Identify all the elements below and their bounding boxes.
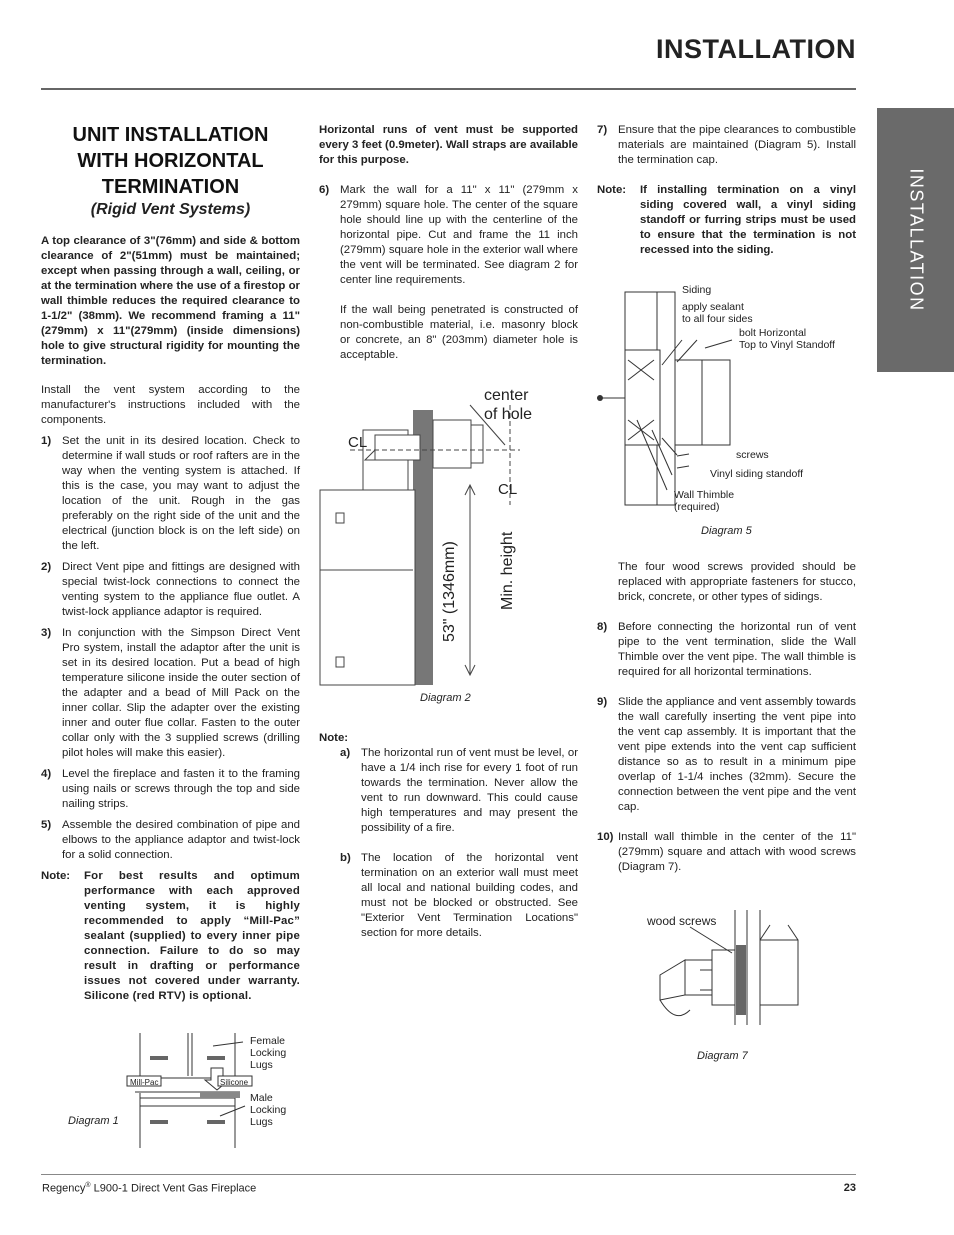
siding-label: Siding [682,284,712,296]
step-text: Level the fireplace and fasten it to the framing using nails or screws through the top and side nailing strips. [62,768,300,810]
step-number: 10) [597,831,614,843]
vinyl-siding-note [597,183,856,258]
diagram-5-caption: Diagram 5 [701,525,752,537]
wall-thimble-label: Wall Thimble (required) [674,489,735,513]
male-lugs-label: Male Locking Lugs [250,1092,287,1128]
page-number: 23 [843,1182,856,1194]
step-text: Ensure that the pipe clearances to combustible materials are maintained (Diagram 5). Install the termination cap. [618,124,856,166]
column-1 [41,122,300,1004]
step-4 [41,767,300,812]
step-10 [597,830,856,875]
center-of-hole-label: center of hole [484,387,533,423]
note-number: a) [340,747,351,759]
step-number: 5) [41,819,52,831]
step-text: Install wall thimble in the center of the 11" (279mm) square and attach with wood screws (Diagram 7). [618,831,856,873]
step-text: Mark the wall for a 11" x 11" (279mm x 279mm) square hole. The center of the square hole should line up with the centerline of the horizontal pipe. Cut and frame the 11 inch (279mm) square hole in the exterior wall where the vent will be terminated. See diagram 2 for center line requirements. [340,184,578,286]
step-6-paragraph-2: If the wall being penetrated is constructed of non-combustible material, i.e. masonry block or concrete, an 8" (203mm) diameter hole is acceptable. [340,304,578,361]
note-label: Note: [41,870,71,882]
section-title-line: WITH HORIZONTAL [77,150,264,172]
footer-brand: Regency [42,1182,86,1195]
step-3 [41,626,300,761]
step-7 [597,123,856,168]
section-side-tab [877,108,954,372]
side-tab-label: INSTALLATION [906,168,926,312]
registered-mark: ® [85,1182,91,1189]
intro-paragraph: Install the vent system according to the manufacturer's instructions included with the components. [41,384,300,426]
section-title-line: TERMINATION [101,176,240,198]
bolt-label: bolt Horizontal Top to Vinyl Standoff [739,327,835,351]
wood-screws-label: wood screws [647,914,717,928]
step-number: 7) [597,124,608,136]
section-subtitle: (Rigid Vent Systems) [90,201,251,218]
step-text: Direct Vent pipe and fittings are designed with special twist-lock connections to connect the venting system to the appliance flue outlet. A twist-lock appliance adaptor is required. [62,561,300,618]
mill-pac-label: Mill-Pac [130,1078,159,1087]
column-2-notes [319,731,578,941]
footer-product [42,1182,256,1195]
step-text: Assemble the desired combination of pipe and elbows to the appliance adaptor and twist-lock for a solid connection. [62,819,300,861]
note-text: The horizontal run of vent must be level, or have a 1/4 inch rise for every 1 foot of run towards the termination. Never allow the vent to run downward. This could cause high temperatures and may present the possibility of a fire. [361,747,578,834]
step-text: Before connecting the horizontal run of vent pipe to the vent termination, slide the Wall Thimble over the vent pipe. The wall thimble is required for all horizontal terminations. [618,621,856,678]
step-text: In conjunction with the Simpson Direct Vent Pro system, install the adaptor after the unit is set in its desired location. Put a bead of high temperature silicone inside the outer section of the adapter and a bead of Mill Pack on the inner collar. Slip the adapter over the existing inner and outer flue collar. Fasten to the outer collar only with the 3 supplied screws (drilling pilot holes will make this easier). [62,627,300,759]
diagram-2-caption: Diagram 2 [420,692,471,704]
height-label: 53" (1346mm) [441,541,458,642]
vinyl-standoff-label: Vinyl siding standoff [710,468,804,480]
note-text: If installing termination on a vinyl siding covered wall, a vinyl siding standoff or furring strips must be used to ensure that the termination is not recessed into the siding. [640,184,856,256]
step-text: Set the unit in its desired location. Check to determine if wall studs or roof rafters are in the way when the venting system is attached. If this is the case, you may want to adjust the location of the unit. Rough in the gas preferably on the right side of the unit and the electrical (junction block is on the left side) on the left. [62,435,300,552]
footer-rule [41,1174,856,1175]
note-text: The location of the horizontal vent termination on an exterior wall must meet all local and national building codes, and must not be blocked or obstructed. See "Exterior Vent Termination Locations" section for more details. [361,852,578,939]
note-label: Note: [319,732,349,744]
female-lugs-label: Female Locking Lugs [250,1035,287,1071]
mill-pac-note [41,869,300,1004]
silicone-label: Silicone [220,1078,249,1087]
step-number: 9) [597,696,608,708]
note-text: For best results and optimum performance with each approved venting system, it is highly recommended to apply “Mill-Pac” sealant (supplied) to every inner pipe connection. Failure to do so may result in drafting or performance issues not covered under warranty. Silicone (red RTV) is optional. [84,870,300,1002]
clearance-paragraph: A top clearance of 3"(76mm) and side & bottom clearance of 2"(51mm) must be maintained; except when passing through a wall, ceiling, or at the termination where the use of a firestop or wall thimble reduces the required clearance to 1-1/2" (38mm). We recommend framing a 11"(279mm) x 11"(279mm) (inside dimensions) hole to give structural rigidity for mounting the termination. [41,235,300,367]
step-1 [41,434,300,554]
centerline-symbol: CL [348,434,368,451]
column-3-lower [597,560,856,875]
note-b [319,851,578,941]
centerline-symbol: CL [498,481,518,498]
step-5 [41,818,300,863]
min-height-label: Min. height [499,531,516,610]
step-number: 3) [41,627,52,639]
footer-product-name: L900-1 Direct Vent Gas Fireplace [90,1182,257,1195]
header-rule [41,88,856,90]
step-number: 4) [41,768,52,780]
column-3 [597,123,856,258]
step-6 [319,183,578,288]
step-8 [597,620,856,680]
note-label: Note: [597,184,627,196]
diagram-1-caption: Diagram 1 [68,1115,119,1127]
section-title-line: UNIT INSTALLATION [72,124,269,146]
column-2 [319,123,578,363]
step-9 [597,695,856,815]
section-title [41,122,300,200]
note-number: b) [340,852,351,864]
support-paragraph: Horizontal runs of vent must be supported every 3 feet (0.9meter). Wall straps are available for this purpose. [319,124,578,166]
screws-label: screws [736,449,769,461]
step-2 [41,560,300,620]
step-number: 2) [41,561,52,573]
note-a [319,746,578,836]
sealant-label: apply sealant to all four sides [682,301,753,325]
screws-paragraph: The four wood screws provided should be replaced with appropriate fasteners for stucco, brick, concrete, or other types of sidings. [618,561,856,603]
step-number: 1) [41,435,52,447]
step-text: Slide the appliance and vent assembly towards the wall carefully inserting the vent pipe into the vent cap assembly. It is important that the vent pipe extends into the vent cap sufficient distance so as to result in a minimum pipe overlap of 1-1/4 inches (32mm). Secure the connection between the vent pipe and the vent cap. [618,696,856,813]
step-number: 6) [319,184,330,196]
page-title: INSTALLATION [656,34,856,64]
diagram-7-caption: Diagram 7 [697,1050,748,1062]
step-number: 8) [597,621,608,633]
